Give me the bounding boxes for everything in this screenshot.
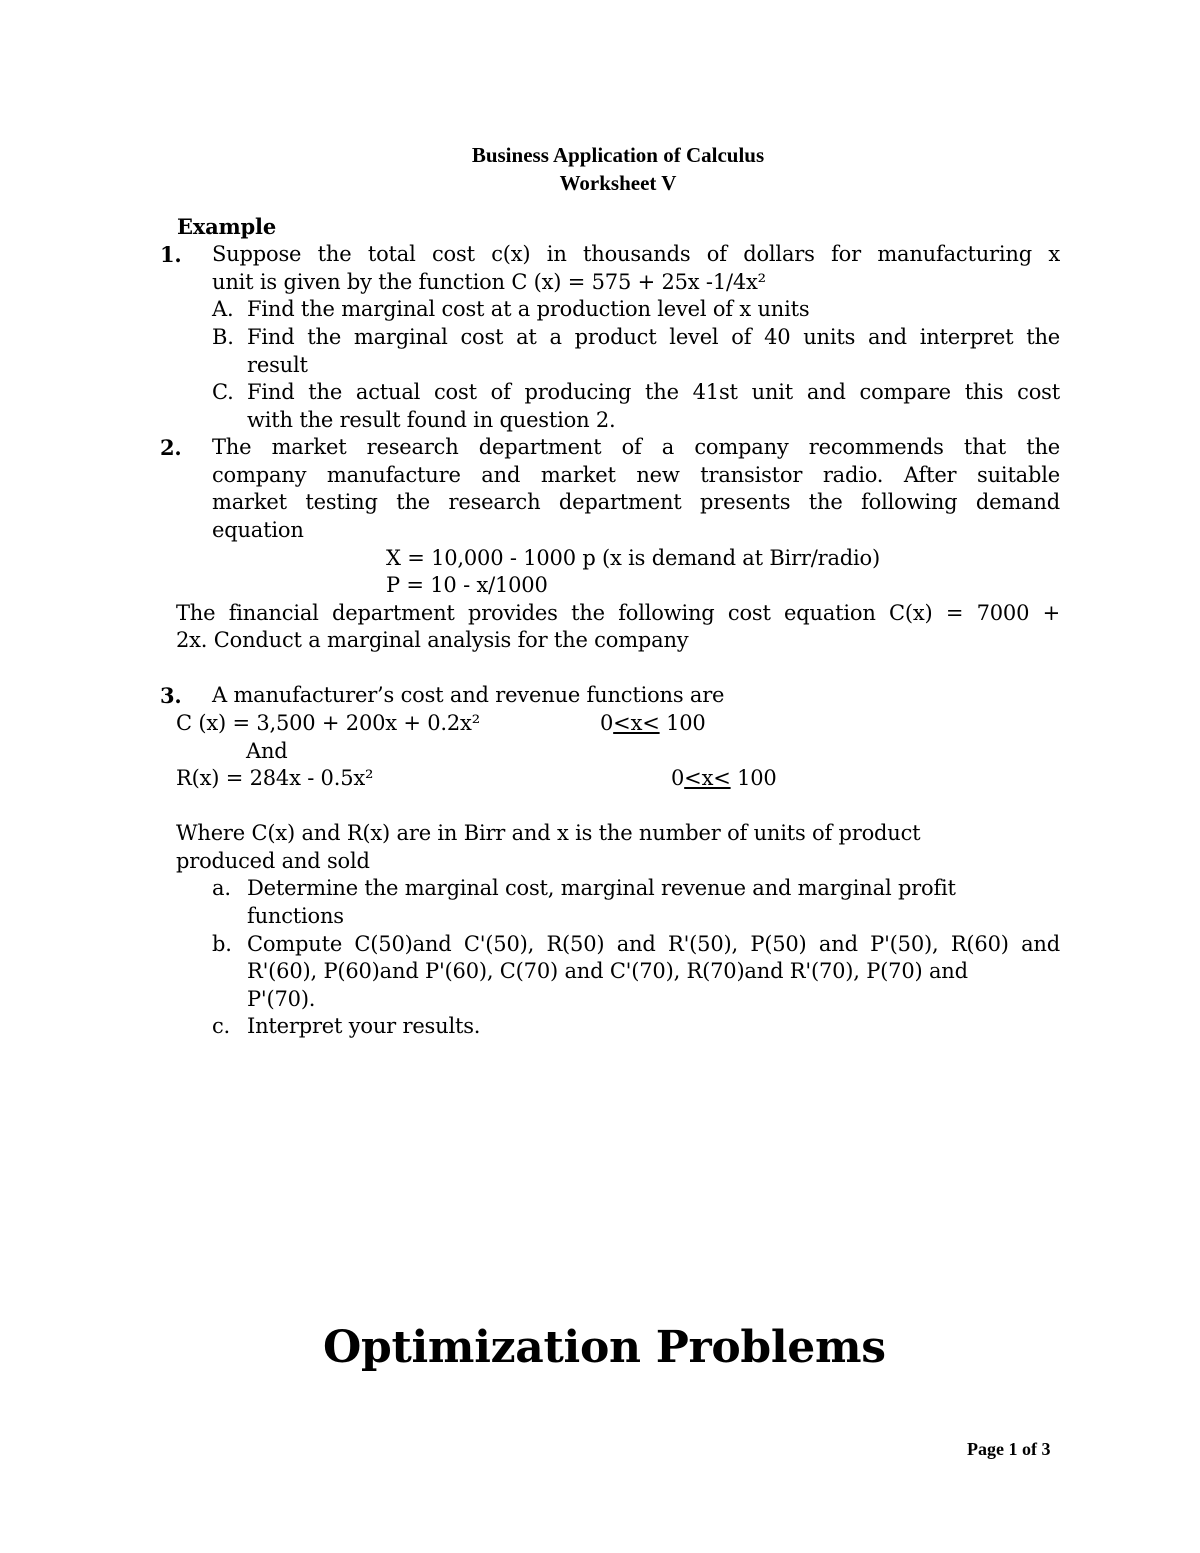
q3-revenue-domain [671,766,777,790]
q1a-line-1: Find the marginal cost at a production level of x units [247,297,810,321]
section-label-example: Example [177,214,276,239]
q2-line-4: equation [212,518,304,542]
q3-cost-domain-inequality: <x< [613,711,660,735]
q3a-line-2: functions [247,904,344,928]
q3-where-line-2: produced and sold [176,849,370,873]
q3-revenue-function: R(x) = 284x - 0.5x² [176,766,374,790]
q3-revenue-domain-lower: 0 [671,766,685,790]
q2-demand-equation: X = 10,000 - 1000 p (x is demand at Birr/radio) [386,546,880,570]
q3b-line-2: R'(60), P(60)and P'(60), C(70) and C'(70), R(70)and R'(70), P(70) and [247,959,968,983]
q1c-line-1: Find the actual cost of producing the 41st unit and compare this cost [247,380,1060,404]
q3a-line-1: Determine the marginal cost, marginal revenue and marginal profit [247,876,956,900]
q3-number: 3. [160,683,182,708]
q1b-line-2: result [247,353,308,377]
q1c-line-2: with the result found in question 2. [247,408,616,432]
q3b-label: b. [212,932,232,956]
document-subtitle: Worksheet V [559,171,677,195]
q3-cost-domain-lower: 0 [600,711,614,735]
page-number: Page 1 of 3 [967,1439,1051,1459]
q3-cost-domain [600,711,706,735]
q1-number: 1. [160,242,182,267]
q2-line-2: company manufacture and market new transistor radio. After suitable [212,463,1060,487]
q3b-line-1: Compute C(50)and C'(50), R(50) and R'(50), P(50) and P'(50), R(60) and [247,932,1060,956]
q3-revenue-domain-upper: 100 [730,766,777,790]
q1b-line-1: Find the marginal cost at a product level of 40 units and interpret the [247,325,1060,349]
q3-where-line-1: Where C(x) and R(x) are in Birr and x is the number of units of product [176,821,921,845]
q3-and-word: And [246,739,288,763]
q3c-label: c. [212,1014,231,1038]
q2-cost-line-1: The financial department provides the following cost equation C(x) = 7000 + [176,601,1060,625]
q3-revenue-domain-inequality: <x< [684,766,731,790]
q1-line-1: Suppose the total cost c(x) in thousands of dollars for manufacturing x [212,242,1060,266]
q2-cost-line-2: 2x. Conduct a marginal analysis for the company [176,628,689,652]
q1-line-2: unit is given by the function C (x) = 575 + 25x -1/4x² [212,270,766,294]
q1c-label: C. [212,380,234,404]
q1b-label: B. [212,325,234,349]
q2-price-equation: P = 10 - x/1000 [386,573,548,597]
q3a-label: a. [212,876,231,900]
q3b-line-3: P'(70). [247,987,316,1011]
section-heading-optimization: Optimization Problems [323,1322,886,1373]
q2-number: 2. [160,435,182,460]
q3-intro: A manufacturer’s cost and revenue functions are [212,683,725,707]
document-title: Business Application of Calculus [471,143,765,167]
q1a-label: A. [212,297,234,321]
q3-cost-function: C (x) = 3,500 + 200x + 0.2x² [176,711,480,735]
q2-line-3: market testing the research department presents the following demand [212,490,1060,514]
q3-cost-domain-upper: 100 [659,711,706,735]
q2-line-1: The market research department of a company recommends that the [212,435,1060,459]
q3c-line-1: Interpret your results. [247,1014,481,1038]
